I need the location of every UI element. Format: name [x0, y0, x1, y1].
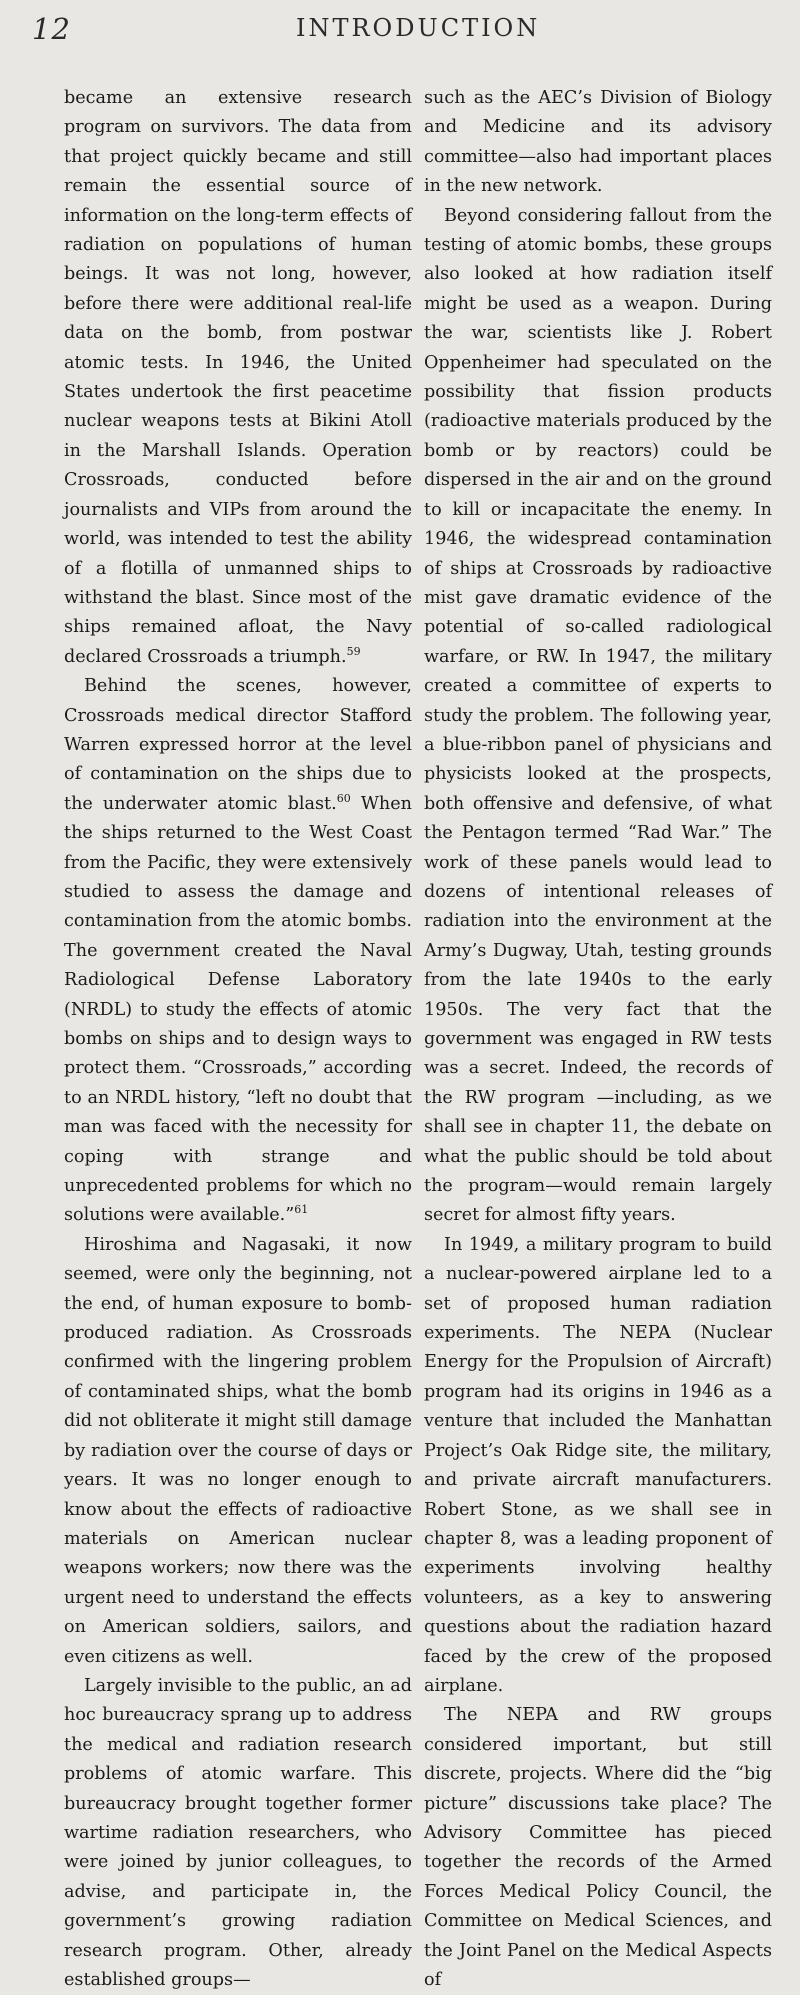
text-run: Beyond considering fallout from the testing of atomic bombs, these groups also looked at how radiation itself might be used as a weapon. During the war, scientists like J. Robert Oppenheimer had speculated on the possibility that fission products (radioactive materials produced by the bomb or by reactors) could be dispersed in the air and on the ground to kill or incapacitate the enemy. In 1946, the widespread contamination of ships at Crossroads by radioactive mist gave dramatic evidence of the potential of so-called radiological warfare, or RW. In 1947, the military created a committee of experts to study the problem. The following year, a blue-ribbon panel of physicians and physicists looked at the prospects, both offensive and defensive, of what the Pentagon termed “Rad War.” The work of these panels would lead to dozens of intentional releases of radiation into the environment at the Army’s Dugway, Utah, testing grounds from the late 1940s to the early 1950s. The very fact that the government was engaged in RW tests was a secret. Indeed, the records of the RW program —including, as we shall see in chapter 11, the debate on what the public should be told about the program—would remain largely secret for almost fifty years.	[424, 205, 772, 1226]
text-run: The NEPA and RW groups considered important, but still discrete, projects. Where did the “big picture” discussions take place? The Advisory Committee has pieced together the records of the Armed Forces Medical Policy Council, the Committee on Medical Sciences, and the Joint Panel on the Medical Aspects of	[424, 1705, 772, 1990]
paragraph	[64, 84, 412, 672]
text-run: In 1949, a military program to build a nuclear-powered airplane led to a set of proposed human radiation experiments. The NEPA (Nuclear Energy for the Propulsion of Aircraft) program had its origins in 1946 as a venture that included the Manhattan Project’s Oak Ridge site, the military, and private aircraft manufacturers. Robert Stone, as we shall see in chapter 8, was a leading proponent of experiments involving healthy volunteers, as a key to answering questions about the radiation hazard faced by the crew of the proposed airplane.	[424, 1234, 772, 1696]
paragraph	[424, 1231, 772, 1702]
text-run: became an extensive research program on survivors. The data from that project quickly became and still remain the essential source of information on the long-term effects of radiation on populations of human beings. It was not long, however, before there were additional real-life data on the bomb, from postwar atomic tests. In 1946, the United States undertook the first peacetime nuclear weapons tests at Bikini Atoll in the Marshall Islands. Operation Crossroads, conducted before journalists and VIPs from around the world, was intended to test the ability of a flotilla of unmanned ships to withstand the blast. Since most of the ships remained afloat, the Navy declared Crossroads a triumph.	[64, 88, 412, 667]
text-run: Behind the scenes, however, Crossroads medical director Stafford Warren expressed horror at the level of contamination on the ships due to the underwater atomic blast.	[64, 676, 412, 814]
text-run: Largely invisible to the public, an ad hoc bureaucracy sprang up to address the medical and radiation research problems of atomic warfare. This bureaucracy brought together former wartime radiation researchers, who were joined by junior colleagues, to advise, and participate in, the government’s growing radiation research program. Other, already established groups—	[64, 1675, 412, 1990]
endnote-ref: 60	[336, 791, 351, 805]
paragraph	[64, 672, 412, 1231]
right-column	[424, 84, 772, 1995]
paragraph	[424, 202, 772, 1231]
page-number: 12	[32, 12, 71, 46]
text-run: such as the AEC’s Division of Biology and Medicine and its advisory committee—also had important places in the new network.	[424, 88, 772, 197]
text-run: Hiroshima and Nagasaki, it now seemed, were only the beginning, not the end, of human exposure to bomb-produced radiation. As Crossroads confirmed with the lingering problem of contaminated ships, what the bomb did not obliterate it might still damage by radiation over the course of days or years. It was no longer enough to know about the effects of radioactive materials on American nuclear weapons workers; now there was the urgent need to understand the effects on American soldiers, sailors, and even citizens as well.	[64, 1234, 412, 1667]
paragraph	[64, 1231, 412, 1672]
paragraph	[424, 84, 772, 202]
text-run: When the ships returned to the West Coast from the Pacific, they were extensively studied to assess the damage and contamination from the atomic bombs. The government created the Naval Radiological Defense Laboratory (NRDL) to study the effects of atomic bombs on ships and to design ways to protect them. “Crossroads,” according to an NRDL history, “left no doubt that man was faced with the necessity for coping with strange and unprecedented problems for which no solutions were available.”	[64, 793, 412, 1226]
page-header	[0, 12, 800, 52]
running-head: INTRODUCTION	[296, 14, 541, 42]
endnote-ref: 59	[346, 644, 361, 658]
endnote-ref: 61	[294, 1203, 309, 1217]
paragraph	[424, 1701, 772, 1995]
paragraph	[64, 1672, 412, 1995]
left-column	[64, 84, 412, 1995]
